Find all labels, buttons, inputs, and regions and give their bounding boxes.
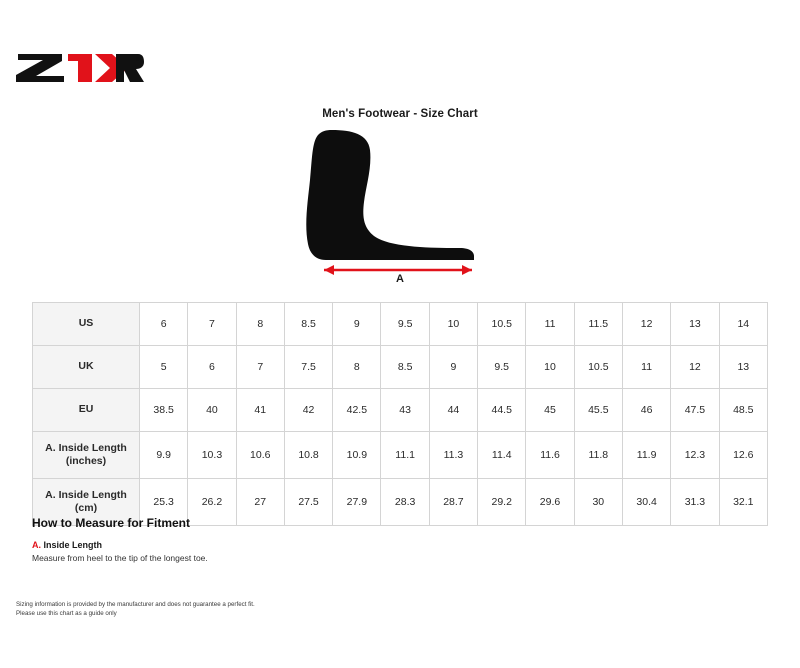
cell: 9.5 — [478, 346, 526, 389]
cell: 11.4 — [478, 432, 526, 479]
cell: 11.5 — [574, 303, 622, 346]
cell: 10.8 — [284, 432, 332, 479]
cell: 6 — [188, 346, 236, 389]
cell: 48.5 — [719, 389, 767, 432]
cell: 45.5 — [574, 389, 622, 432]
svg-text:®: ® — [136, 57, 140, 63]
cell: 11.3 — [429, 432, 477, 479]
how-to-measure-item-label — [32, 540, 632, 550]
cell: 10.9 — [333, 432, 381, 479]
cell: 46 — [622, 389, 670, 432]
cell: 9 — [429, 346, 477, 389]
how-to-measure-item-desc: Measure from heel to the tip of the longest toe. — [32, 553, 208, 563]
cell: 11 — [622, 346, 670, 389]
cell: 8 — [236, 303, 284, 346]
cell: 29.6 — [526, 479, 574, 526]
cell: 7 — [236, 346, 284, 389]
cell: 25.3 — [140, 479, 188, 526]
cell: 10.3 — [188, 432, 236, 479]
cell: 32.1 — [719, 479, 767, 526]
cell: 10.6 — [236, 432, 284, 479]
cell: 9.9 — [140, 432, 188, 479]
how-to-measure-title: How to Measure for Fitment — [32, 516, 191, 530]
cell: 31.3 — [671, 479, 719, 526]
cell: 44.5 — [478, 389, 526, 432]
cell: 10 — [526, 346, 574, 389]
cell: 28.3 — [381, 479, 429, 526]
cell: 11.1 — [381, 432, 429, 479]
disclaimer-line-1: Sizing information is provided by the manufacturer and does not guarantee a perfect fit. — [16, 601, 255, 608]
cell: 43 — [381, 389, 429, 432]
cell: 27.5 — [284, 479, 332, 526]
cell: 27.9 — [333, 479, 381, 526]
row-label-inside-length-inches: A. Inside Length (inches) — [33, 432, 140, 479]
cell: 7 — [188, 303, 236, 346]
page-title: Men's Footwear - Size Chart — [322, 108, 478, 120]
how-to-measure-section — [32, 516, 632, 563]
cell: 45 — [526, 389, 574, 432]
disclaimer-line-2: Please use this chart as a guide only — [16, 610, 117, 618]
measure-label-a: A — [396, 273, 404, 285]
cell: 8.5 — [381, 346, 429, 389]
cell: 11 — [526, 303, 574, 346]
table-row — [33, 303, 768, 346]
cell: 41 — [236, 389, 284, 432]
cell: 12 — [671, 346, 719, 389]
cell: 14 — [719, 303, 767, 346]
cell: 12 — [622, 303, 670, 346]
cell: 27 — [236, 479, 284, 526]
cell: 5 — [140, 346, 188, 389]
row-label-inside-length-cm: A. Inside Length (cm) — [33, 479, 140, 526]
cell: 6 — [140, 303, 188, 346]
cell: 30 — [574, 479, 622, 526]
row-label-eu: EU — [33, 389, 140, 432]
size-chart-table — [32, 302, 768, 526]
cell: 28.7 — [429, 479, 477, 526]
cell: 10 — [429, 303, 477, 346]
foot-diagram — [290, 128, 510, 288]
cell: 12.3 — [671, 432, 719, 479]
cell: 30.4 — [622, 479, 670, 526]
cell: 42 — [284, 389, 332, 432]
disclaimer — [16, 600, 436, 619]
cell: 8.5 — [284, 303, 332, 346]
row-label-uk: UK — [33, 346, 140, 389]
cell: 29.2 — [478, 479, 526, 526]
cell: 44 — [429, 389, 477, 432]
cell: 38.5 — [140, 389, 188, 432]
cell: 42.5 — [333, 389, 381, 432]
cell: 13 — [671, 303, 719, 346]
cell: 12.6 — [719, 432, 767, 479]
cell: 11.9 — [622, 432, 670, 479]
row-label-us: US — [33, 303, 140, 346]
cell: 9.5 — [381, 303, 429, 346]
item-label-text: Inside Length — [43, 540, 103, 550]
cell: 26.2 — [188, 479, 236, 526]
cell: 7.5 — [284, 346, 332, 389]
cell: 10.5 — [478, 303, 526, 346]
cell: 10.5 — [574, 346, 622, 389]
cell: 11.8 — [574, 432, 622, 479]
table-row — [33, 389, 768, 432]
table-row — [33, 346, 768, 389]
brand-logo — [16, 48, 144, 84]
cell: 9 — [333, 303, 381, 346]
cell: 13 — [719, 346, 767, 389]
marker-a: A. — [32, 540, 41, 550]
cell: 40 — [188, 389, 236, 432]
cell: 47.5 — [671, 389, 719, 432]
table-row — [33, 432, 768, 479]
cell: 8 — [333, 346, 381, 389]
foot-silhouette-icon — [306, 130, 474, 260]
cell: 11.6 — [526, 432, 574, 479]
